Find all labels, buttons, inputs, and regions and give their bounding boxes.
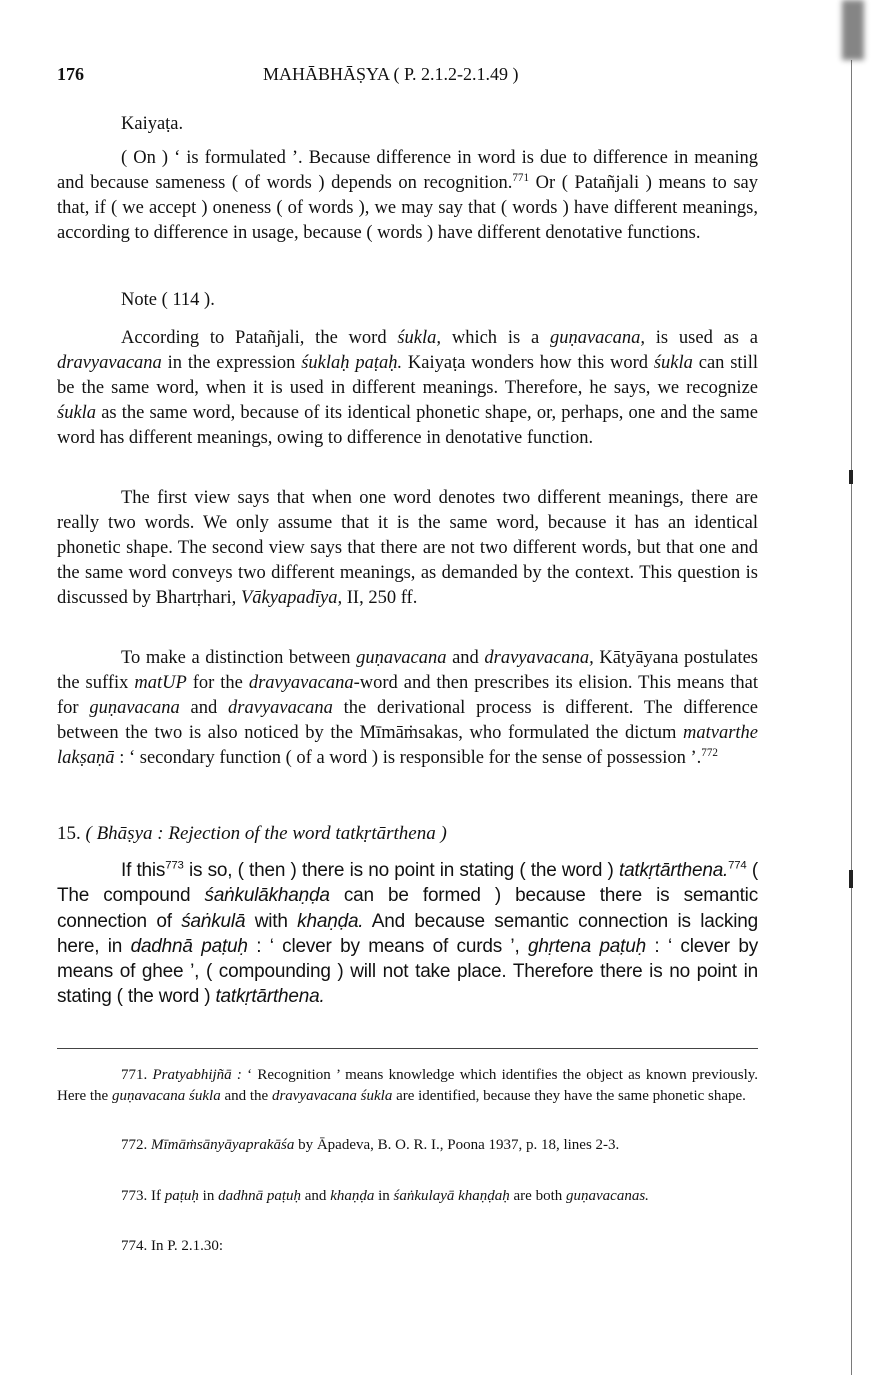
paragraph-kaiyata-commentary	[57, 146, 758, 246]
text-run: To make a distinction between	[121, 648, 357, 668]
text-run: According to Patañjali, the word	[121, 328, 398, 348]
footnote-771	[57, 1065, 758, 1107]
text-run: Kātyāyana postulates the suffix	[57, 648, 759, 693]
text-run: Or ( Patañjali ) means to say that, if ( we accept ) oneness ( of words ), we may say that ( words ) have different meanings, according to difference in usage, because ( words ) have different denotative functions.	[57, 173, 758, 243]
text-run: ( On ) ‘ is formulated ’. Because difference in word is due to difference in meaning and because sameness ( of words ) depends on recognition.	[57, 148, 758, 193]
italic-term: Pratyabhijñā :	[152, 1067, 242, 1083]
italic-term: guṇavacana śukla	[111, 1088, 221, 1104]
italic-term: khaṇḍa.	[297, 910, 364, 932]
italic-term: paṭuḥ	[164, 1188, 199, 1204]
text-run: is so, ( then ) there is no point in stating ( the word )	[183, 860, 619, 881]
footnote-772	[57, 1135, 758, 1156]
text-run: in	[198, 1188, 219, 1204]
italic-term: guṇavacanas.	[566, 1188, 649, 1204]
italic-term: khaṇḍa	[330, 1188, 375, 1204]
italic-term: ( Bhāṣya : Rejection of the word tatkṛtārthena )	[85, 823, 447, 844]
italic-term: dravyavacana śukla	[271, 1088, 393, 1104]
text-run: can be formed ) because there is semantic connection of	[57, 885, 758, 932]
paragraph-note-2	[57, 486, 758, 611]
page-number: 176	[57, 64, 84, 84]
footnote-divider	[57, 1048, 758, 1049]
footnote-ref: 772	[701, 746, 718, 759]
text-run: The first view says that when one word denotes two different meanings, there are really two words. We only assume that it is the same word, because it has an identical phonetic shape. The second view says that there are not two different words, but that one and the same word conveys two different meanings, as demanded by the context. This question is discussed by Bhartṛhari,	[57, 488, 758, 608]
text-run: ( The compound	[57, 860, 758, 907]
italic-term: dravyavacana	[228, 698, 333, 718]
paragraph-note-3	[57, 646, 758, 771]
text-run: as the same word, because of its identical phonetic shape, or, perhaps, one and the same word has different meanings, owing to difference in denotative function.	[57, 403, 758, 448]
text-run: : ‘ secondary function ( of a word ) is responsible for the sense of possession ’.	[114, 748, 702, 768]
text-run: ‘ Recognition ’ means knowledge which identifies the object as known previously. Here the	[57, 1067, 759, 1104]
text-run: and	[179, 698, 229, 718]
text-run: If this	[121, 860, 166, 881]
italic-term: śukla	[57, 403, 97, 423]
text-run: 774. In P. 2.1.30:	[121, 1238, 224, 1254]
italic-term: śaṅkulayā khaṇḍaḥ	[393, 1188, 510, 1204]
text-run: which is a	[441, 328, 550, 348]
italic-term: dravyavacana	[57, 353, 162, 373]
text-run: 15.	[57, 823, 86, 844]
text-run: And because semantic connection is lacking here, in	[57, 910, 758, 957]
footnote-774	[57, 1236, 758, 1257]
footnote-ref: 773	[165, 859, 184, 872]
italic-term: Vākyapadīya,	[240, 588, 343, 608]
italic-term: Mīmāṁsānyāyaprakāśa	[151, 1137, 295, 1153]
text-run: 773. If	[121, 1188, 165, 1204]
italic-term: tatkṛtārthena.	[618, 860, 729, 881]
italic-term: guṇavacana	[89, 698, 180, 718]
footnote-ref: 771	[512, 171, 529, 184]
italic-term: guṇavacana	[356, 648, 447, 668]
text-run: 772.	[121, 1137, 151, 1153]
text-run: are both	[509, 1188, 566, 1204]
italic-term: dadhnā paṭuḥ	[218, 1188, 302, 1204]
note-heading	[57, 288, 758, 313]
scan-edge-mark	[849, 870, 853, 888]
footnote-773	[57, 1186, 758, 1207]
footnote-ref: 774	[728, 859, 747, 872]
text-run: the derivational process is different. The difference between the two is also noticed by the Mīmāṁsakas, who formulated the dictum	[57, 698, 758, 743]
text-run: Kaiyaṭa wonders how this word	[402, 353, 654, 373]
italic-term: śaṅkulākhaṇḍa	[204, 885, 330, 907]
italic-term: matUP	[134, 673, 187, 693]
scan-edge-mark	[849, 470, 853, 484]
italic-term: dravyavacana	[248, 673, 354, 693]
section-heading-15	[57, 821, 758, 846]
text-run: and	[446, 648, 485, 668]
text-run: with	[245, 910, 298, 932]
speaker-label-kaiyata	[57, 112, 758, 137]
italic-term: matvarthe lakṣaṇā	[57, 723, 758, 768]
text-run: by Āpadeva, B. O. R. I., Poona 1937, p. 18, lines 2-3.	[294, 1137, 620, 1153]
text-run: can still be the same word, when it is used in different meanings. Therefore, he says, we recognize	[57, 353, 758, 398]
text-run: : ‘ clever by means of curds ’,	[247, 935, 528, 957]
italic-term: dadhnā paṭuḥ	[130, 935, 248, 957]
text-run: -word and then prescribes its elision. This means that for	[57, 673, 758, 718]
text-run: in	[374, 1188, 394, 1204]
text-run: and the	[220, 1088, 272, 1104]
text-run: are identified, because they have the same phonetic shape.	[392, 1088, 746, 1104]
text-run: Note ( 114 ).	[121, 290, 215, 310]
text-run: is used as a	[645, 328, 758, 348]
text-run: for the	[186, 673, 249, 693]
paragraph-note-1	[57, 326, 758, 451]
italic-term: śaṅkulā	[181, 910, 246, 932]
scan-edge-line	[851, 60, 852, 1375]
text-run: : ‘ clever by means of ghee ’, ( compounding ) will not take place. Therefore there is no point in stating ( the word )	[57, 935, 758, 1008]
text-run: II, 250 ff.	[342, 588, 418, 608]
italic-term: ghṛtena paṭuḥ	[527, 935, 646, 957]
text-run: and	[301, 1188, 331, 1204]
text-run: Kaiyaṭa.	[121, 114, 184, 134]
italic-term: guṇavacana,	[549, 328, 645, 348]
italic-term: śukla	[653, 353, 693, 373]
italic-term: dravyavacana,	[484, 648, 594, 668]
italic-term: śuklaḥ paṭaḥ.	[301, 353, 403, 373]
scan-edge-shadow	[842, 0, 864, 60]
italic-term: śukla,	[397, 328, 442, 348]
italic-term: tatkṛtārthena.	[215, 986, 325, 1008]
text-run: in the expression	[161, 353, 302, 373]
paragraph-bhasya-15	[57, 858, 758, 1010]
text-run: 771.	[121, 1067, 153, 1083]
running-title: MAHĀBHĀṢYA ( P. 2.1.2-2.1.49 )	[263, 64, 519, 84]
